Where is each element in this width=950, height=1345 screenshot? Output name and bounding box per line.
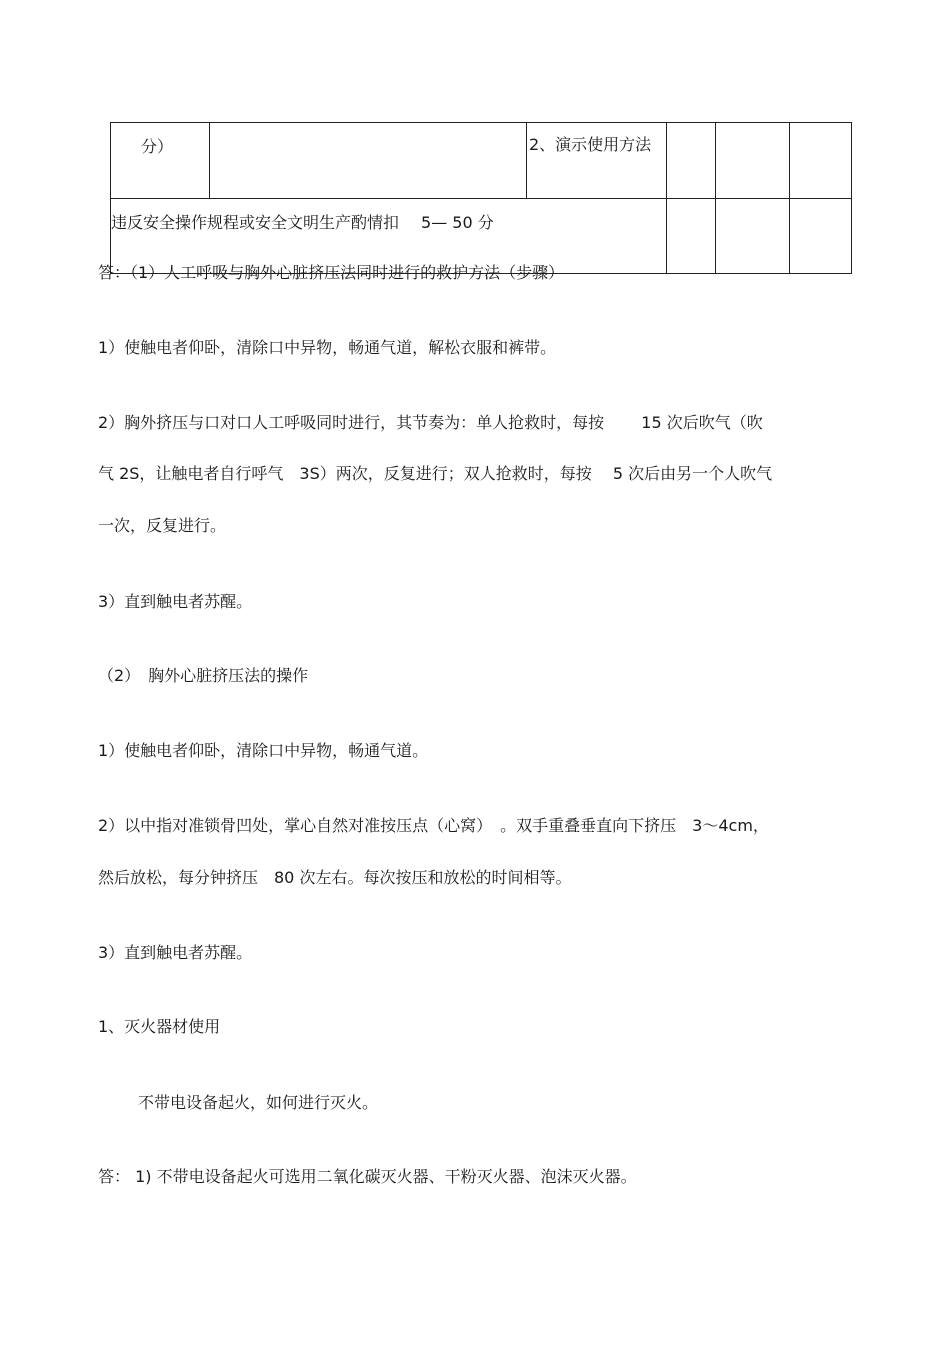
scoring-table	[110, 122, 852, 274]
empty-cell	[716, 123, 790, 199]
p2-step2-line1: 2）以中指对准锁骨凹处，掌心自然对准按压点（心窝） 。双手重叠垂直向下挤压 3～4cm，	[98, 816, 769, 835]
p2-step2-line2: 然后放松，每分钟挤压 80 次左右。每次按压和放松的时间相等。	[98, 868, 572, 887]
section-fire-heading: 1、灭火器材使用	[98, 1017, 221, 1036]
a1-step2-line2: 气 2S，让触电者自行呼气 3S）两次，反复进行；双人抢救时，每按 5 次后由另一个人吹气	[98, 464, 773, 483]
p2-step3: 3）直到触电者苏醒。	[98, 943, 253, 962]
fire-answer: 答： 1) 不带电设备起火可选用二氧化碳灭火器、干粉灭火器、泡沫灭火器。	[98, 1167, 637, 1186]
empty-cell	[716, 199, 790, 274]
p2-step1: 1）使触电者仰卧，清除口中异物，畅通气道。	[98, 741, 429, 760]
empty-cell	[210, 123, 527, 199]
a1-step3: 3）直到触电者苏醒。	[98, 592, 253, 611]
penalty-points: 5— 50 分	[421, 213, 494, 232]
empty-cell	[667, 199, 716, 274]
penalty-text: 违反安全操作规程或安全文明生产酌情扣	[111, 213, 400, 232]
a1-step2-line3: 一次，反复进行。	[98, 516, 227, 535]
empty-cell	[790, 123, 852, 199]
a1-step2-line1: 2）胸外挤压与口对口人工呼吸同时进行，其节奏为：单人抢救时，每按 15 次后吹气（吹	[98, 413, 763, 432]
a1-step1: 1）使触电者仰卧，清除口中异物，畅通气道，解松衣服和裤带。	[98, 338, 557, 357]
fire-question: 不带电设备起火，如何进行灭火。	[138, 1093, 379, 1112]
part2-heading: （2） 胸外心脏挤压法的操作	[98, 666, 309, 685]
demo-method-cell: 2、演示使用方法	[527, 123, 667, 199]
answer1-heading: 答：（1）人工呼吸与胸外心脏挤压法同时进行的救护方法（步骤）	[98, 263, 565, 282]
table-row	[111, 123, 852, 199]
empty-cell	[790, 199, 852, 274]
score-cell: 分）	[111, 123, 210, 199]
empty-cell	[667, 123, 716, 199]
